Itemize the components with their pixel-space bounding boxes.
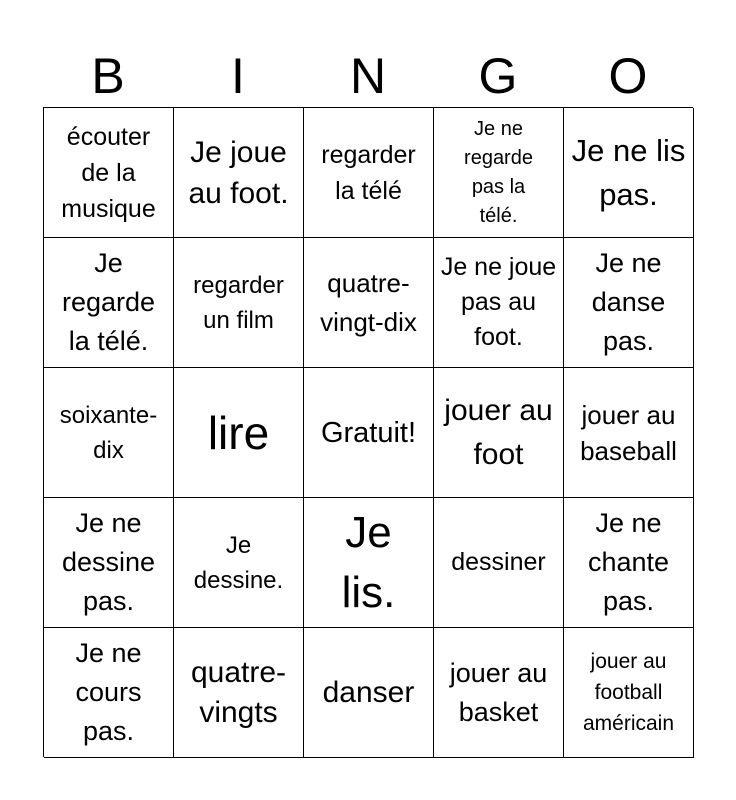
header-letter-b: B bbox=[91, 48, 125, 104]
bingo-cell bbox=[174, 238, 304, 368]
bingo-cell bbox=[564, 498, 694, 628]
cell-text: Je ne joue pas au foot. bbox=[440, 253, 557, 351]
bingo-cell bbox=[304, 498, 434, 628]
bingo-cell bbox=[44, 108, 174, 238]
cell-text: Je joue au foot. bbox=[188, 135, 289, 210]
cell-text: regarder un film bbox=[193, 271, 284, 334]
bingo-cell bbox=[174, 498, 304, 628]
cell-text: Je ne dessine pas. bbox=[61, 508, 156, 616]
bingo-grid bbox=[43, 107, 693, 757]
bingo-cell bbox=[564, 628, 694, 758]
bingo-cell bbox=[304, 368, 434, 498]
cell-text: Je ne chante pas. bbox=[587, 508, 670, 616]
header-letter-g: G bbox=[478, 48, 518, 104]
bingo-cell bbox=[434, 238, 564, 368]
bingo-cell bbox=[174, 368, 304, 498]
bingo-cell bbox=[564, 368, 694, 498]
bingo-cell bbox=[564, 108, 694, 238]
bingo-cell bbox=[304, 238, 434, 368]
cell-text: lire bbox=[207, 406, 270, 459]
bingo-cell bbox=[174, 628, 304, 758]
cell-text: dessiner bbox=[451, 548, 546, 576]
bingo-cell bbox=[44, 628, 174, 758]
bingo-cell bbox=[434, 368, 564, 498]
cell-text: jouer au football américain bbox=[582, 650, 675, 735]
bingo-cell bbox=[434, 628, 564, 758]
cell-text: Je ne regarde pas la télé. bbox=[464, 117, 533, 227]
cell-text: jouer au foot bbox=[444, 393, 553, 471]
bingo-cell bbox=[44, 368, 174, 498]
bingo-cell bbox=[434, 498, 564, 628]
cell-text: quatre-vingts bbox=[190, 655, 287, 729]
cell-text: quatre-vingt-dix bbox=[320, 267, 417, 337]
bingo-cell bbox=[434, 108, 564, 238]
cell-text: Je regarde la télé. bbox=[61, 248, 156, 356]
cell-text: soixante-dix bbox=[59, 401, 158, 464]
header-letter-n: N bbox=[349, 48, 387, 104]
bingo-cell bbox=[304, 108, 434, 238]
cell-text: Gratuit! bbox=[320, 416, 417, 449]
header-letter-i: I bbox=[231, 48, 245, 104]
cell-text: danser bbox=[322, 675, 415, 709]
cell-text: Je ne lis pas. bbox=[571, 132, 686, 212]
bingo-cell bbox=[44, 498, 174, 628]
cell-text: écouter de la musique bbox=[61, 122, 156, 223]
header-letter-o: O bbox=[608, 48, 648, 104]
bingo-cell bbox=[174, 108, 304, 238]
cell-text: jouer au baseball bbox=[580, 399, 677, 466]
bingo-header bbox=[43, 44, 693, 108]
bingo-cell bbox=[44, 238, 174, 368]
cell-text: jouer au basket bbox=[449, 657, 548, 727]
bingo-cell bbox=[304, 628, 434, 758]
cell-text: Je dessine. bbox=[193, 531, 284, 594]
bingo-cell bbox=[564, 238, 694, 368]
cell-text: regarder la télé bbox=[321, 140, 416, 205]
cell-text: Je ne cours pas. bbox=[75, 638, 142, 746]
cell-text: Je ne danse pas. bbox=[591, 248, 666, 356]
cell-text: Je lis. bbox=[341, 507, 396, 617]
